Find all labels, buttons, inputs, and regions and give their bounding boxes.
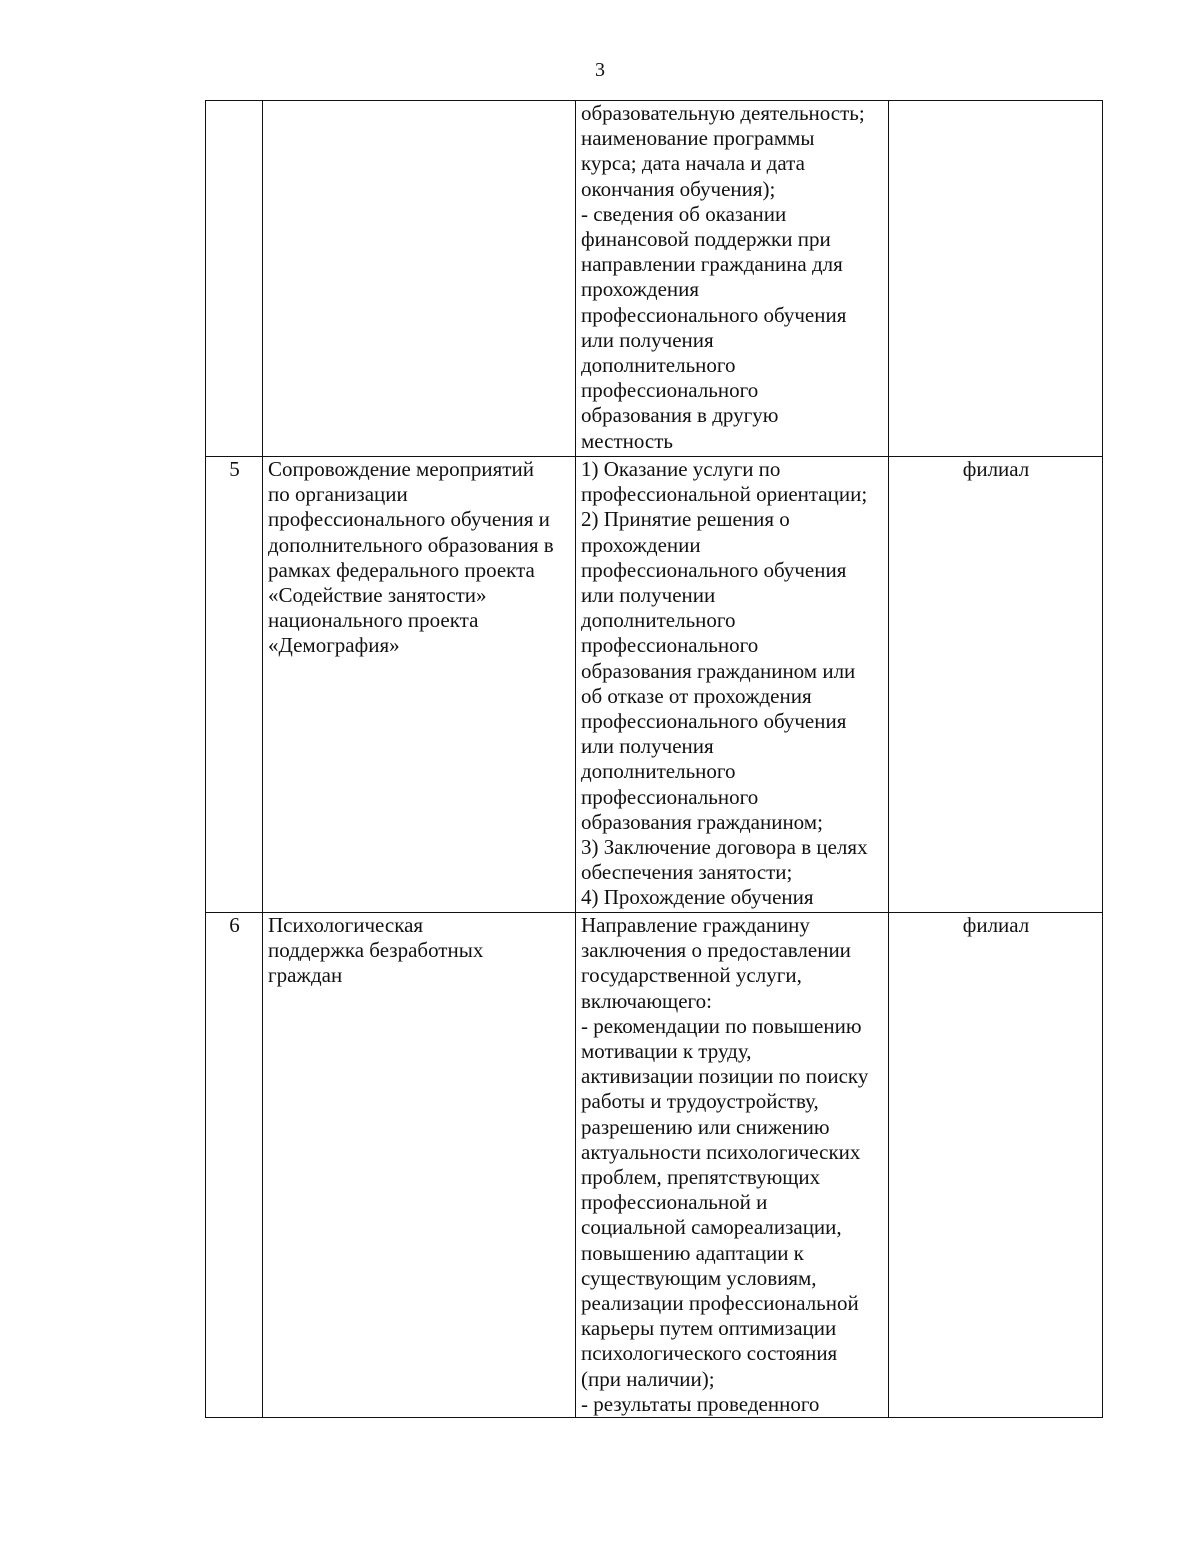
row-number: 5	[229, 457, 240, 481]
result-line: - сведения об оказании	[581, 201, 787, 226]
result-line: об отказе от прохождения	[581, 683, 812, 708]
result-line: разрешению или снижению	[581, 1114, 830, 1139]
result-line: направлении гражданина для	[581, 252, 843, 277]
result-line: повышению адаптации к	[581, 1240, 804, 1265]
result-line: или получении	[581, 583, 716, 608]
service-name-cell	[263, 101, 576, 457]
result-line: окончания обучения);	[581, 176, 776, 201]
result-line: профессионального обучения	[581, 709, 847, 734]
result-line: профессионального обучения	[581, 557, 847, 582]
result-line: - рекомендации по повышению	[581, 1013, 862, 1038]
result-line: работы и трудоустройству,	[581, 1089, 819, 1114]
row-number: 6	[229, 913, 240, 937]
result-line: проблем, препятствующих	[581, 1165, 821, 1190]
result-line: профессионального	[581, 378, 759, 403]
result-line: обеспечения занятости;	[581, 860, 793, 885]
result-line: финансовой поддержки при	[581, 227, 831, 252]
result-line: мотивации к труду,	[581, 1039, 752, 1064]
result-line: профессионального	[581, 633, 759, 658]
result-line: государственной услуги,	[581, 963, 802, 988]
result-line: 3) Заключение договора в целях	[581, 835, 868, 860]
executor-cell	[889, 913, 1103, 1418]
result-line: или получения	[581, 734, 714, 759]
result-line: образования гражданином;	[581, 809, 823, 834]
result-line: дополнительного	[581, 353, 736, 378]
result-line: образования гражданином или	[581, 658, 856, 683]
result-line: профессионального обучения	[581, 302, 847, 327]
service-name-line: поддержка безработных	[268, 938, 484, 963]
executor-cell	[889, 457, 1103, 913]
result-cell	[576, 101, 889, 457]
result-line: 2) Принятие решения о	[581, 507, 790, 532]
service-name-line: «Демография»	[268, 633, 400, 658]
executor-cell	[889, 101, 1103, 457]
service-name-line: рамках федерального проекта	[268, 557, 535, 582]
result-line: профессиональной и	[581, 1190, 768, 1215]
result-line: прохождении	[581, 532, 701, 557]
service-name-line: «Содействие занятости»	[268, 583, 487, 608]
services-table	[205, 100, 1103, 1418]
result-line: образовательную деятельность;	[581, 101, 865, 125]
result-line: (при наличии);	[581, 1366, 715, 1391]
table-row	[206, 913, 1103, 1418]
row-number-cell	[206, 913, 263, 1418]
result-line: включающего:	[581, 988, 712, 1013]
result-line: профессиональной ориентации;	[581, 482, 868, 507]
result-line: заключения о предоставлении	[581, 938, 851, 963]
result-line: социальной самореализации,	[581, 1215, 842, 1240]
result-line: психологического состояния	[581, 1341, 838, 1366]
page-number: 3	[595, 59, 605, 81]
result-line: реализации профессиональной	[581, 1291, 859, 1316]
service-name-line: Сопровождение мероприятий	[268, 457, 534, 481]
result-line: Направление гражданину	[581, 913, 810, 937]
service-name-line: профессионального обучения и	[268, 507, 550, 532]
service-name-line: граждан	[268, 963, 343, 988]
service-name-line: дополнительного образования в	[268, 532, 554, 557]
service-name-cell	[263, 457, 576, 913]
result-line: карьеры путем оптимизации	[581, 1316, 837, 1341]
executor: филиал	[962, 913, 1030, 937]
table-row	[206, 457, 1103, 913]
result-line: - результаты проведенного	[581, 1391, 820, 1416]
result-line: местность	[581, 428, 673, 453]
result-line: профессионального	[581, 784, 759, 809]
result-line: дополнительного	[581, 608, 736, 633]
result-line: образования в другую	[581, 403, 779, 428]
result-line: 1) Оказание услуги по	[581, 457, 781, 481]
result-line: или получения	[581, 327, 714, 352]
result-line: актуальности психологических	[581, 1139, 861, 1164]
service-name-line: по организации	[268, 482, 408, 507]
result-cell	[576, 913, 889, 1418]
executor: филиал	[962, 457, 1030, 481]
result-line: активизации позиции по поиску	[581, 1064, 869, 1089]
row-number-cell	[206, 101, 263, 457]
result-line: прохождения	[581, 277, 700, 302]
service-name-cell	[263, 913, 576, 1418]
table-row	[206, 101, 1103, 457]
result-cell	[576, 457, 889, 913]
result-line: наименование программы	[581, 126, 815, 151]
result-line: дополнительного	[581, 759, 736, 784]
result-line: существующим условиям,	[581, 1265, 817, 1290]
table-body	[206, 101, 1103, 1418]
service-name-line: Психологическая	[268, 913, 424, 937]
result-line: 4) Прохождение обучения	[581, 885, 814, 910]
result-line: курса; дата начала и дата	[581, 151, 805, 176]
row-number-cell	[206, 457, 263, 913]
service-name-line: национального проекта	[268, 608, 479, 633]
